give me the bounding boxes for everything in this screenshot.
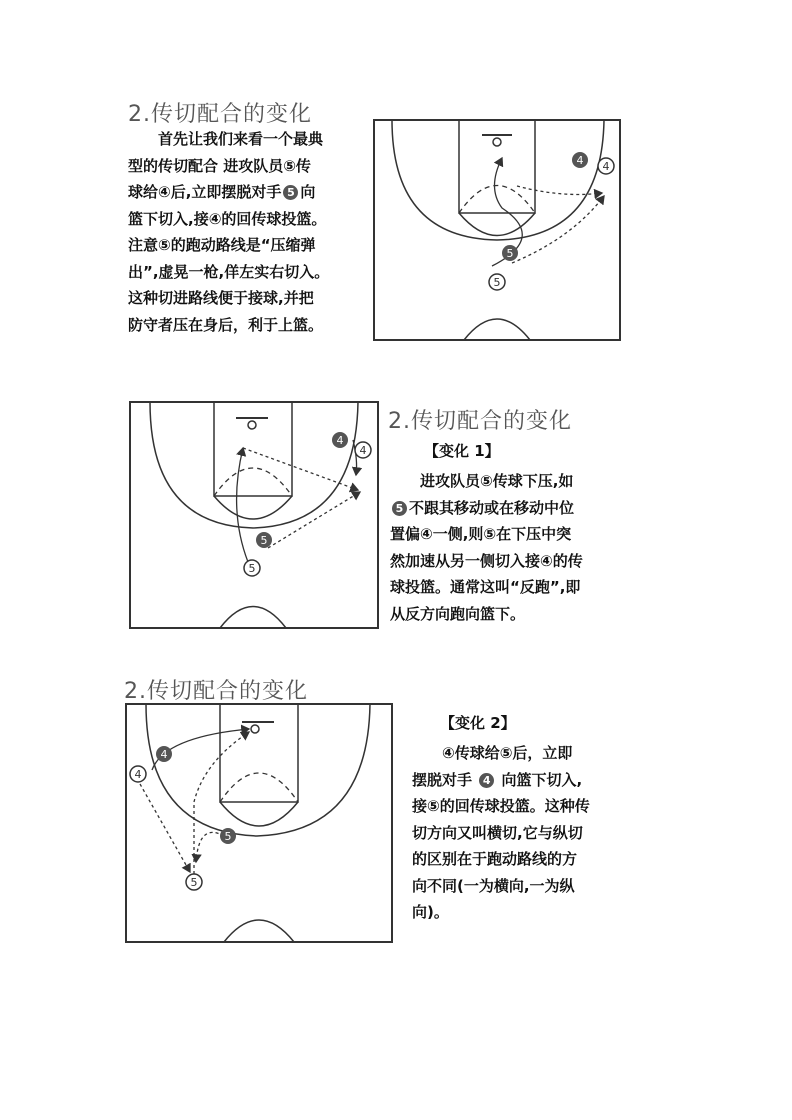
section2-line-4: 然加速从另一侧切入接④的传 xyxy=(390,551,583,570)
section1-line-3-after: 向 xyxy=(300,183,316,201)
player-5-badge-icon: 5 xyxy=(392,501,407,516)
section3-line-3: 接⑤的回传球投篮。这种传 xyxy=(412,797,590,815)
player-5-offense-label: 5 xyxy=(248,562,256,575)
player-5-offense-label: 5 xyxy=(493,276,501,289)
player-4-defender-icon xyxy=(156,746,172,762)
section2-paragraph xyxy=(390,468,620,627)
free-throw-arc xyxy=(220,802,298,826)
section1-heading: 2.传切配合的变化 xyxy=(128,102,312,127)
section1-line-6: 出”,虚晃一枪,佯左实右切入。 xyxy=(128,262,330,281)
pass-path xyxy=(140,784,190,872)
player-4-defender-label: 4 xyxy=(576,154,584,167)
pass-path-return xyxy=(512,196,604,263)
court-border xyxy=(126,704,392,942)
cut-path xyxy=(237,448,248,562)
player-4-defender-label: 4 xyxy=(336,434,344,447)
section3-label: 【变化 2】 xyxy=(440,714,516,732)
free-throw-arc xyxy=(459,213,535,236)
section3-line-1: ④传球给⑤后，立即 xyxy=(442,744,573,762)
player-4-defender-icon xyxy=(572,152,588,168)
section2-line-1: 进攻队员⑤传球下压,如 xyxy=(420,472,574,490)
section2-heading: 2.传切配合的变化 xyxy=(388,409,572,434)
basket-icon xyxy=(493,138,501,146)
player-5-offense-label: 5 xyxy=(190,876,198,889)
section2-court-diagram xyxy=(128,400,380,630)
player-5-offense-icon xyxy=(186,874,202,890)
section1-court-diagram xyxy=(372,118,622,342)
player-5-defender-label: 5 xyxy=(506,247,514,260)
free-throw-arc xyxy=(214,496,292,519)
player-5-badge-icon: 5 xyxy=(283,185,298,200)
section3-line-7: 向)。 xyxy=(412,903,449,921)
player-4-offense-icon xyxy=(598,158,614,174)
free-throw-arc-dashed xyxy=(214,468,292,496)
section1-line-1: 首先让我们来看一个最典 xyxy=(158,130,324,148)
player-4-offense-label: 4 xyxy=(134,768,142,781)
section1-line-4: 篮下切入,接④的回传球投篮。 xyxy=(128,209,327,228)
basket-icon xyxy=(248,421,256,429)
section3-heading: 2.传切配合的变化 xyxy=(124,679,308,704)
section2-line-5: 球投篮。通常这叫“反跑”,即 xyxy=(390,578,581,596)
section1-line-8: 防守者压在身后，利于上篮。 xyxy=(128,315,324,334)
section2-line-6: 从反方向跑向篮下。 xyxy=(390,604,526,623)
player-4-offense-label: 4 xyxy=(359,444,367,457)
section1-line-2: 型的传切配合 进攻队员⑤传 xyxy=(128,156,311,175)
section3-paragraph xyxy=(412,740,627,926)
player-5-offense-icon xyxy=(489,274,505,290)
free-throw-arc-dashed xyxy=(220,773,298,802)
center-arc xyxy=(224,920,294,942)
player-4-offense-icon xyxy=(355,442,371,458)
player-5-offense-icon xyxy=(244,560,260,576)
section2-line-2-text: 不跟其移动或在移动中位 xyxy=(409,498,575,517)
section3-line-2-after: 向篮下切入, xyxy=(501,770,583,789)
section1-line-3-text: 球给④后,立即摆脱对手 xyxy=(128,183,282,201)
section3-line-6: 向不同(一为横向,一为纵 xyxy=(412,876,575,895)
player-5-defender-icon xyxy=(256,532,272,548)
player-4-badge-icon: 4 xyxy=(479,773,494,788)
player-5-defender-icon xyxy=(502,245,518,261)
section1-paragraph xyxy=(128,126,358,338)
three-point-arc xyxy=(146,704,370,836)
player-4-offense-icon xyxy=(130,766,146,782)
section3-court-diagram xyxy=(124,702,394,944)
basket-icon xyxy=(251,725,259,733)
pass-path-return xyxy=(268,492,360,548)
section2-line-3: 置偏④一侧,则⑤在下压中突 xyxy=(390,525,572,543)
player-5-defender-label: 5 xyxy=(224,830,232,843)
player-5-move-path xyxy=(196,832,224,862)
section3-line-2 xyxy=(412,767,627,794)
section1-line-3 xyxy=(128,179,358,206)
center-arc xyxy=(464,319,530,340)
player-5-defender-icon xyxy=(220,828,236,844)
player-4-defender-label: 4 xyxy=(160,748,168,761)
section3-line-4: 切方向又叫横切,它与纵切 xyxy=(412,823,583,842)
section3-line-5: 的区别在于跑动路线的方 xyxy=(412,850,578,868)
section2-label: 【变化 1】 xyxy=(424,442,500,460)
player-5-defender-label: 5 xyxy=(260,534,268,547)
section1-line-7: 这种切进路线便于接球,并把 xyxy=(128,289,314,307)
section1-line-5: 注意⑤的跑动路线是“压缩弹 xyxy=(128,236,316,254)
player-4-defender-icon xyxy=(332,432,348,448)
center-arc xyxy=(220,607,286,629)
section2-line-2 xyxy=(390,495,620,522)
section3-line-2-text: 摆脱对手 xyxy=(412,770,473,789)
player-4-offense-label: 4 xyxy=(602,160,610,173)
